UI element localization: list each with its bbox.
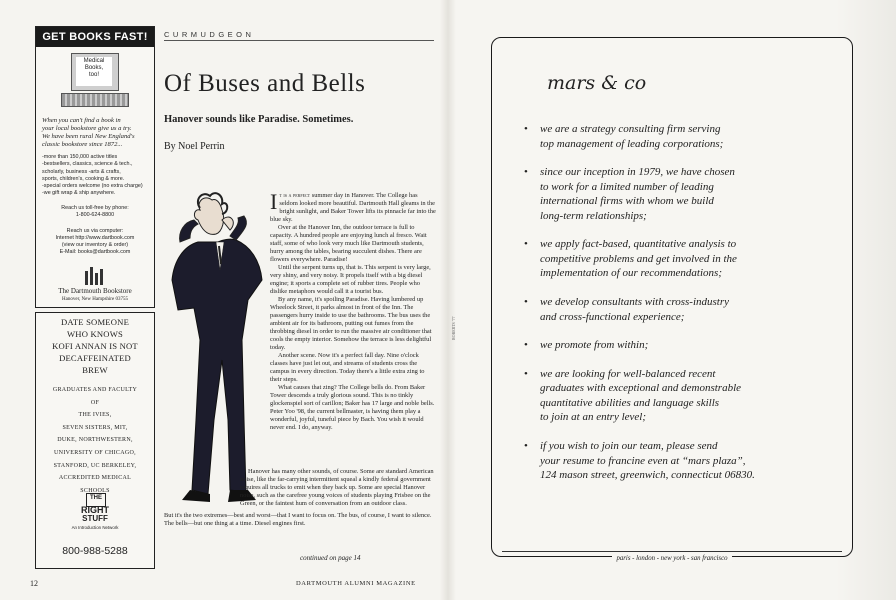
drop-cap: I	[270, 189, 278, 214]
mars-footer	[492, 547, 852, 565]
article-body-final	[164, 512, 436, 528]
mars-logo: mars & co	[547, 72, 647, 94]
article-byline: By Noel Perrin	[164, 141, 225, 152]
right-stuff-phone: 800-988-5288	[62, 545, 128, 557]
article-paragraph: Another scene. Now it's a perfect fall day. Nine o'clock classes have just let out, and streams of students cross the campus in every direction. Today there's a little extra zing to their steps.	[270, 352, 425, 383]
mars-bullet-item: • we are looking for well-balanced recent graduates with exceptional and demonstrable quantitative abilities and language skills to join at an entry level;	[540, 367, 840, 425]
section-label: CURMUDGEON	[164, 30, 255, 39]
magazine-name: DARTMOUTH ALUMNI MAGAZINE	[296, 580, 416, 587]
lead-in: t is a perfect	[279, 192, 311, 199]
article-subtitle: Hanover sounds like Paradise. Sometimes.	[164, 114, 354, 125]
article-title: Of Buses and Bells	[164, 70, 366, 97]
article-body-column	[270, 189, 436, 432]
mars-and-co-ad	[491, 37, 853, 562]
mars-bullet-item: • we are a strategy consulting firm serving top management of leading corporations;	[540, 122, 840, 151]
mars-bullet-item: • we develop consultants with cross-industry and cross-functional experience;	[540, 295, 840, 324]
bookstore-name: The Dartmouth Bookstore	[58, 287, 132, 295]
bookstore-ad-header: GET BOOKS FAST!	[36, 27, 154, 47]
article-body-continued	[240, 468, 436, 508]
mars-bullet-item: • we promote from within;	[540, 338, 840, 353]
article-paragraph: By any name, it's spoiling Paradise. Having lumbered up Wheelock Street, it parks almost in front of the Inn. The passengers hurry inside to use the bathrooms. The bus uses the ambient air for its bathroom, putting out fumes from the throbbing diesel in order to run the massive air conditioner that cools the empty interior. Somehow the terrace is less delightful today.	[270, 296, 432, 351]
right-stuff-schools: GRADUATES AND FACULTY OF THE IVIES, SEVEN SISTERS, MIT, DUKE, NORTHWESTERN, UNIVERSITY OF CHICAGO, STANFORD, UC BERKELEY, ACCREDITED MEDICAL SCHOOLS	[52, 387, 138, 494]
bookstore-address: Hanover, New Hampshire 03755	[62, 297, 128, 302]
bookstore-internet: Reach us via computer: Internet http://www.dartbook.com (view our inventory & order) E-Mail: books@dartbook.com	[55, 228, 135, 255]
right-stuff-ad: DATE SOMEONE WHO KNOWS KOFI ANNAN IS NOT DECAFFEINATED BREW GRADUATES AND FACULTY OF THE IVIES, SEVEN SISTERS, MIT, DUKE, NORTHWESTERN, UNIVERSITY OF CHICAGO, STANFORD, UC BERKELEY, ACCREDITED MEDICAL SCHOOLS THE RIGHT STUFF An Introduction Network 800-988-5288	[35, 312, 155, 569]
page-gutter	[440, 0, 456, 600]
mars-bullet-list	[540, 122, 840, 497]
bookstore-features: -more than 150,000 active titles -bestsellers, classics, science & tech., scholarly, business -arts & crafts, sports, children's, cooking & more. -special orders welcome (no extra charge) -we gift wrap & ship anywhere.	[42, 154, 143, 197]
bookstore-tagline: When you can't find a book in your local bookstore give us a try. We have been rural New England's classic bookstore since 1872...	[42, 117, 135, 148]
section-rule	[164, 40, 434, 41]
mars-bullet-item: • if you wish to join our team, please send your resume to francine even at “mars plaza”, 124 mason street, greenwich, connecticut 06830.	[540, 439, 840, 483]
bookstore-ad	[35, 26, 155, 308]
article-paragraph: But it's the two extremes—best and worst—that I want to focus on. The bus, of course, I want to silence. The bells—but one thing at a time. Diesel engines first.	[164, 512, 432, 527]
article-paragraph: summer day in Hanover. The College has seldom looked more beautiful. Dartmouth Hall gleams in the bright sunlight, and Baker Tower lifts its pinnacle far into the blue sky.	[270, 192, 436, 223]
article-paragraph: What causes that zing? The College bells do. From Baker Tower descends a truly glorious sound. This is no tinkly glockenspiel sort of carillon; Baker has 17 large and noble bells. Peter Yoo '98, the current bellmaster, is having them play a wonderful, joyful, tuneful piece by Bach. You wish it would never end. I do, anyway.	[270, 384, 435, 431]
article-paragraph: Hanover has many other sounds, of course. Some are standard American noise, like the far-carrying intermittent squeal a kindly federal government requires all trucks to emit when they back up. Some are special Hanover noise, such as the carefree young voices of students playing Frisbee on the Green, or the faintest hum of conversation from an outdoor class.	[240, 468, 434, 507]
bookstore-phone: Reach us toll-free by phone: 1-800-624-8800	[61, 205, 129, 218]
mars-bullet-item: • we apply fact-based, quantitative analysis to competitive problems and get involved in the implementation of our recommendations;	[540, 237, 840, 281]
article-paragraph: Until the serpent turns up, that is. This serpent is very large, very shiny, and very noisy. It propels itself with a big diesel engine; it sports a complete set of rubber tires. People who dislike metaphors would call it a tourist bus.	[270, 264, 431, 295]
bookstore-logo-icon	[84, 267, 104, 285]
right-stuff-headline: DATE SOMEONE WHO KNOWS KOFI ANNAN IS NOT DECAFFEINATED BREW	[52, 317, 138, 375]
article-paragraph: Over at the Hanover Inn, the outdoor terrace is full to capacity. A hundred people are enjoying lunch al fresco. Wait staff, some of who look very much like Dartmouth students, hurry among the tables, bearing succulent dishes. There are flowers everywhere. Paradise!	[270, 224, 427, 263]
mars-bullet-item: • since our inception in 1979, we have chosen to work for a limited number of leading international firms with whom we build long-term relationships;	[540, 165, 840, 223]
continued-note: continued on page 14	[300, 554, 361, 562]
computer-screen-text: Medical Books, too!	[76, 57, 112, 86]
illustration-credit: ROBERTS '77	[451, 316, 456, 340]
page-number: 12	[30, 579, 38, 588]
mars-offices: paris - london - new york - san francisco	[612, 555, 731, 562]
computer-illustration-icon	[61, 53, 127, 113]
curmudgeon-illustration-icon	[164, 190, 274, 510]
